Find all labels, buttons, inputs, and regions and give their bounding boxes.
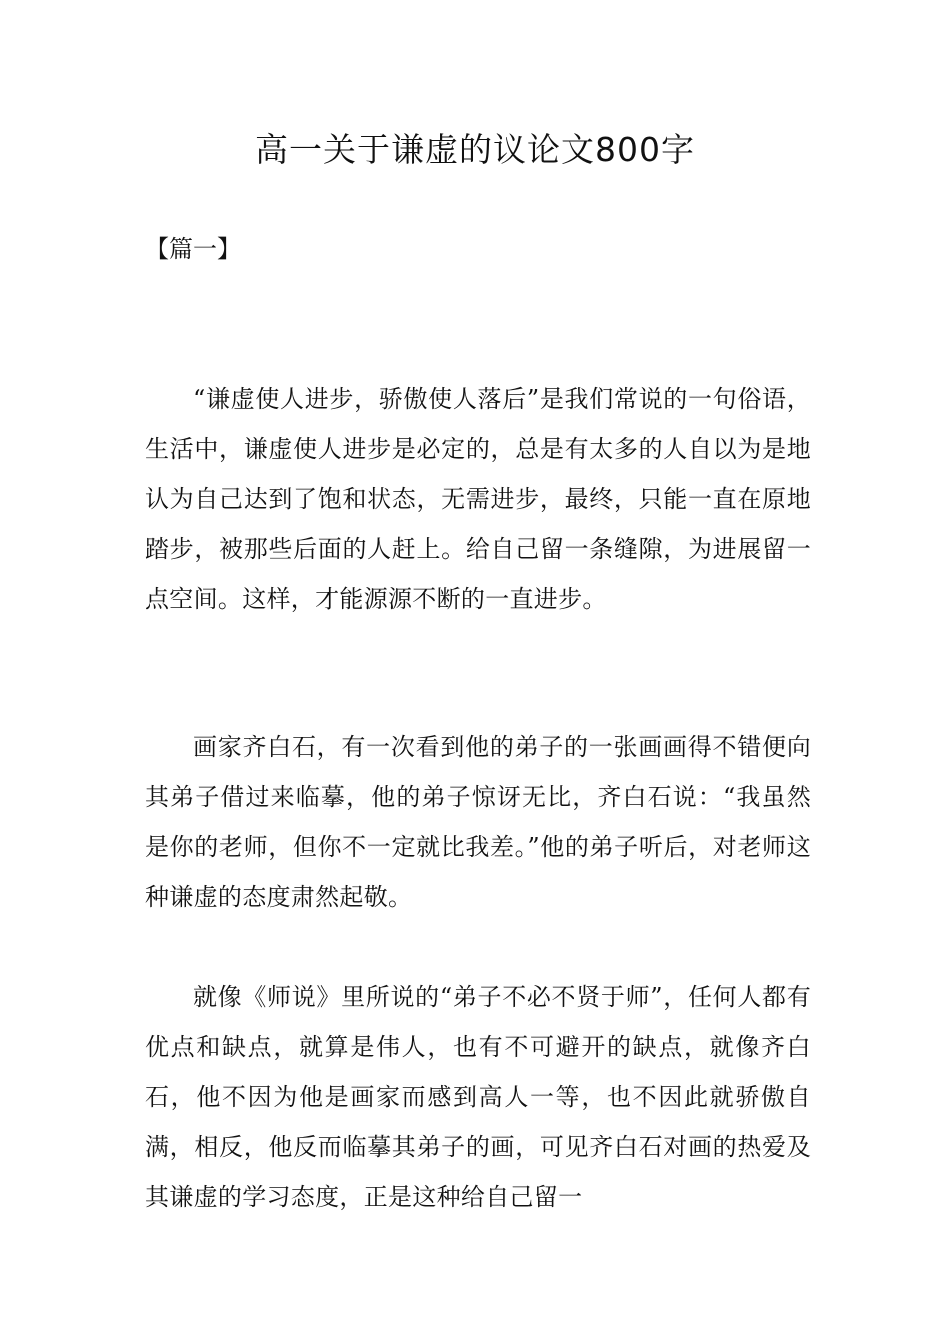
paragraph-1: “谦虚使人进步，骄傲使人落后”是我们常说的一句俗语，生活中，谦虚使人进步是必定的，总是有太多的人自以为是地认为自己达到了饱和状态，无需进步，最终，只能一直在原地踏步，被那些后面的人赶上。给自己留一条缝隙，为进展留一点空间。这样，才能源源不断的一直进步。: [145, 385, 811, 613]
section-label: 【篇一】: [145, 235, 241, 263]
paragraph-2: 画家齐白石，有一次看到他的弟子的一张画画得不错便向其弟子借过来临摹，他的弟子惊讶无比，齐白石说：“我虽然是你的老师，但你不一定就比我差。”他的弟子听后，对老师这种谦虚的态度肃然起敬。: [145, 733, 811, 911]
paragraph-3: 就像《师说》里所说的“弟子不必不贤于师”，任何人都有优点和缺点，就算是伟人，也有不可避开的缺点，就像齐白石，他不因为他是画家而感到高人一等，也不因此就骄傲自满，相反，他反而临摹其弟子的画，可见齐白石对画的热爱及其谦虚的学习态度，正是这种给自己留一: [145, 983, 811, 1211]
document-title: 高一关于谦虚的议论文800字: [255, 130, 695, 169]
